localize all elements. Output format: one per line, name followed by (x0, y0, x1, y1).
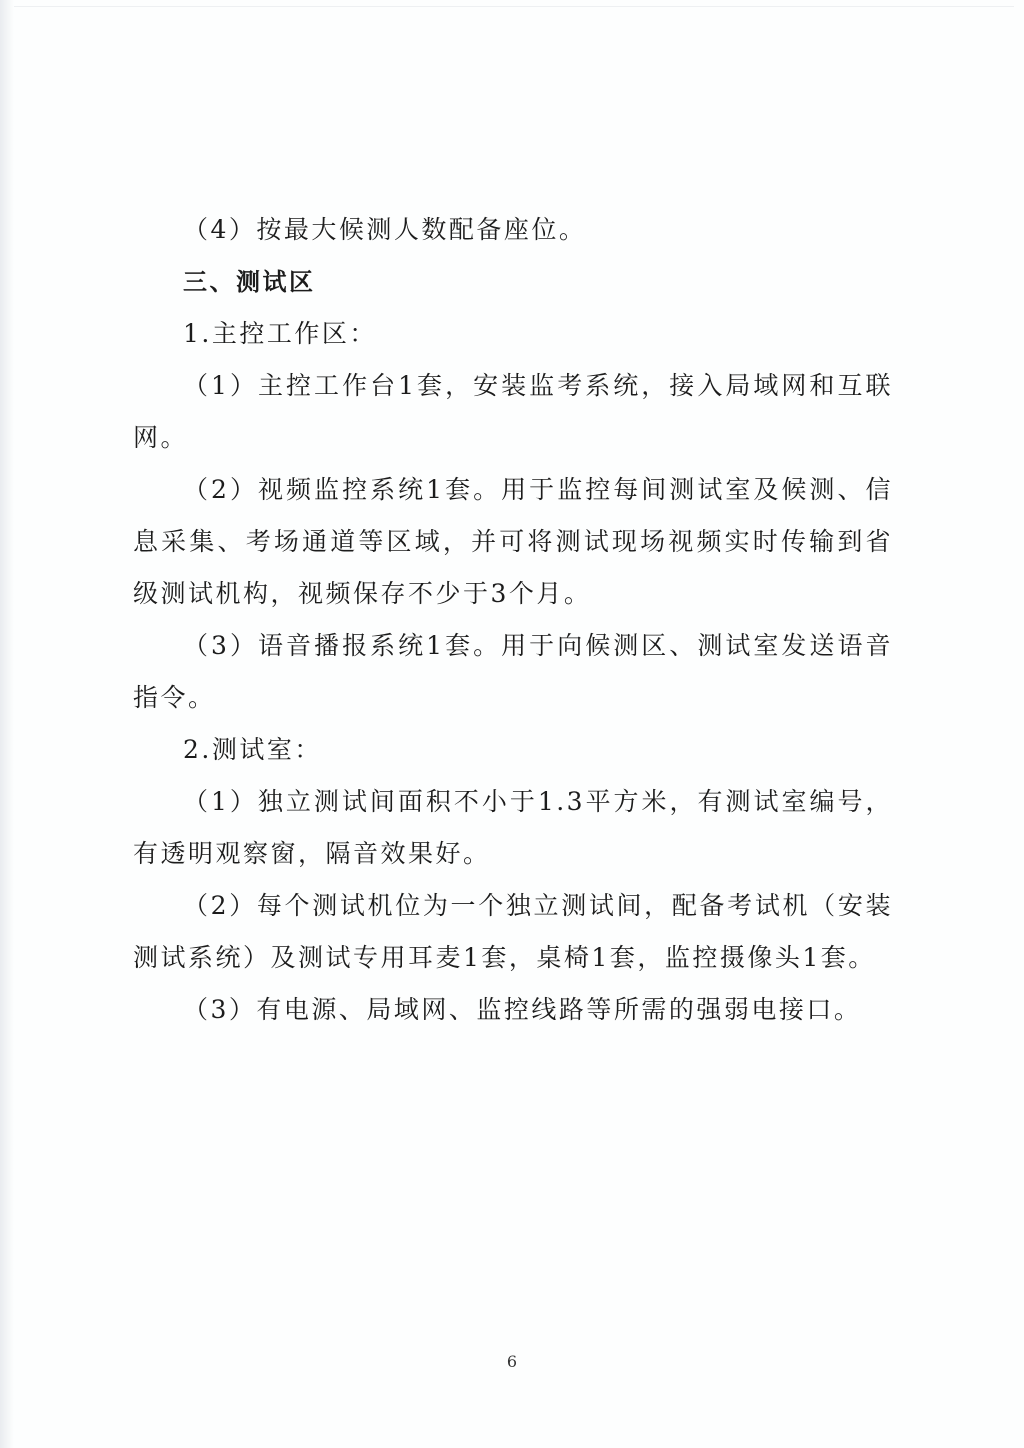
paragraph-test-station: （2）每个测试机位为一个独立测试间，配备考试机（安装测试系统）及测试专用耳麦1套，桌椅1套，监控摄像头1套。 (133, 891, 893, 972)
paragraph-test-booth: （1）独立测试间面积不小于1.3平方米，有测试室编号，有透明观察窗，隔音效果好。 (133, 787, 893, 868)
section-heading-test-area: 三、测试区 (183, 268, 316, 296)
paragraph-voice-broadcast: （3）语音播报系统1套。用于向候测区、测试室发送语音指令。 (133, 631, 893, 712)
paragraph-video-monitoring: （2）视频监控系统1套。用于监控每间测试室及候测、信息采集、考场通道等区域，并可将测试现场视频实时传输到省级测试机构，视频保存不少于3个月。 (133, 475, 893, 608)
scan-top-line (14, 6, 1014, 7)
subsection-test-room: 2.测试室： (183, 735, 322, 764)
scan-edge-shadow (0, 0, 14, 1448)
paragraph-power-network: （3）有电源、局域网、监控线路等所需的强弱电接口。 (183, 995, 862, 1024)
paragraph-control-desk: （1）主控工作台1套，安装监考系统，接入局域网和互联网。 (133, 371, 893, 452)
paragraph-seating: （4）按最大候测人数配备座位。 (183, 215, 587, 244)
document-body (133, 204, 893, 1036)
page-number: 6 (506, 1352, 518, 1371)
subsection-main-control: 1.主控工作区： (183, 319, 377, 348)
